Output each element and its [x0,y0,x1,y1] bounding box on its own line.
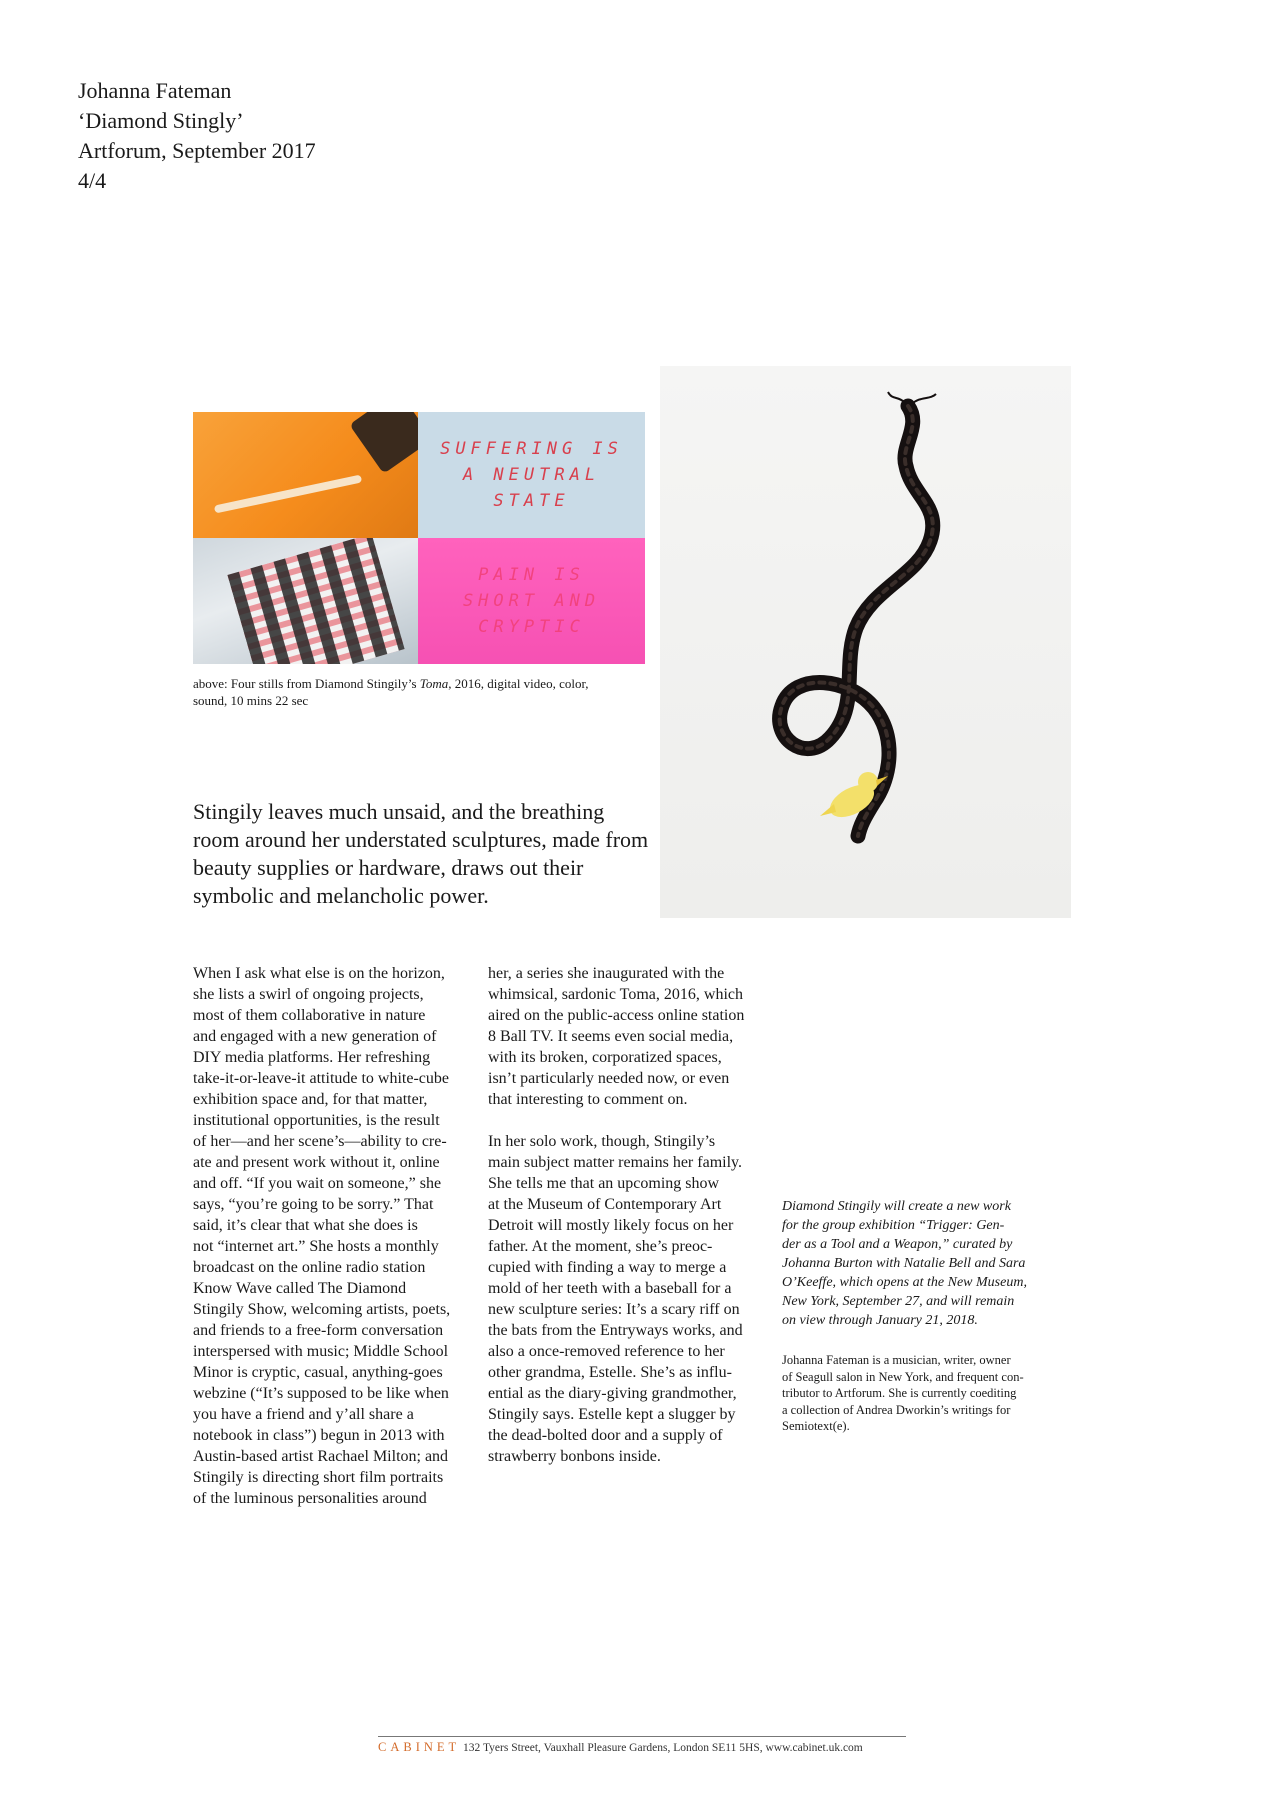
caption-work-title: Toma [419,676,449,691]
gallery-brand: CABINET [378,1740,461,1754]
sidebar-notes [782,1197,1072,1435]
toothpaste-tube-shape [349,412,418,474]
author-name: Johanna Fateman [78,78,232,103]
still-suffering-text [418,412,645,538]
still-crossword [193,538,418,664]
crossword-shape [227,538,404,664]
article-title: ‘Diamond Stingly’ [78,108,244,133]
gallery-address: 132 Tyers Street, Vauxhall Pleasure Gardens, London SE11 5HS, www.cabinet.uk.com [460,1742,863,1754]
toothbrush-shape [214,474,362,513]
gallery-footer [378,1740,863,1755]
video-stills-grid [193,412,645,664]
publication-info: Artforum, September 2017 [78,138,316,163]
document-header [78,76,316,196]
braid-sculpture-photo [660,366,1071,918]
footer-divider [378,1736,906,1737]
page-number: 4/4 [78,168,107,193]
pull-quote: Stingily leaves much unsaid, and the breathing room around her understated sculptures, made from beauty supplies or hardware, draws out their symbolic and melancholic power. [193,799,649,908]
author-bio: Johanna Fateman is a musician, writer, owner of Seagull salon in New York, and frequent con- tributor to Artforum. She is currently coediting a collection of Andrea Dworkin’s writings for Semiotext(e). [782,1353,1024,1433]
exhibition-note: Diamond Stingily will create a new work for the group exhibition “Trigger: Gen- der as a Tool and a Weapon,” curated by Johanna Burton with Natalie Bell and Sara O’Keeffe, which opens at the New Museum, New York, September 27, and will remain on view through January 21, 2018. [782,1199,1027,1328]
stills-caption: above: Four stills from Diamond Stingily’s Toma, 2016, digital video, color, sound, 10 mins 22 sec [193,676,589,708]
still-handwritten-text-1: SUFFERING IS A NEUTRAL STATE [440,439,623,511]
still-pain-text [418,538,645,664]
column1-paragraph: When I ask what else is on the horizon, she lists a swirl of ongoing projects, most of them collaborative in nature and engaged with a new generation of DIY media platforms. Her refreshing take-it-or-leave-it attitude to white-cube exhibition space and, for that matter, institutional opportunities, is the result of her—and her scene’s—ability to cre- ate and present work without it, online and off. “If you wait on someone,” she says, “you’re going to be sorry.” That said, it’s clear that what she does is not “internet art.” She hosts a monthly broadcast on the online radio station Know Wave called The Diamond Stingily Show, welcoming artists, poets, and friends to a free-form conversation interspersed with music; Middle School Minor is cryptic, casual, anything-goes webzine (“It’s supposed to be like when you have a friend and y’all share a notebook in class”) begun in 2013 with Austin-based artist Rachael Milton; and Stingily is directing short film portraits of the luminous personalities around [193,965,451,1507]
still-handwritten-text-2: PAIN IS SHORT AND CRYPTIC [462,565,601,637]
braid-illustration [660,366,1071,918]
braid-strand [780,406,933,836]
column2-paragraph-2: In her solo work, though, Stingily’s main subject matter remains her family. She tells me that an upcoming show at the Museum of Contemporary Art Detroit will mostly likely focus on her father. At the moment, she’s preoc- cupied with finding a way to merge a mold of her teeth with a baseball for a new sculpture series: It’s a scary riff on the bats from the Entryways works, and also a once-removed reference to her other grandma, Estelle. She’s as influ- ential as the diary-giving grandmother, Stingily says. Estelle kept a slugger by the dead-bolted door and a supply of strawberry bonbons inside. [488,1133,743,1465]
column2-paragraph-1: her, a series she inaugurated with the whimsical, sardonic Toma, 2016, which aired on the public-access online station 8 Ball TV. It seems even social media, with its broken, corporatized spaces, isn’t particularly needed now, or even that interesting to comment on. [488,965,745,1108]
body-column-1 [193,963,483,1530]
body-column-2 [488,963,778,1488]
still-toothbrush [193,412,418,538]
